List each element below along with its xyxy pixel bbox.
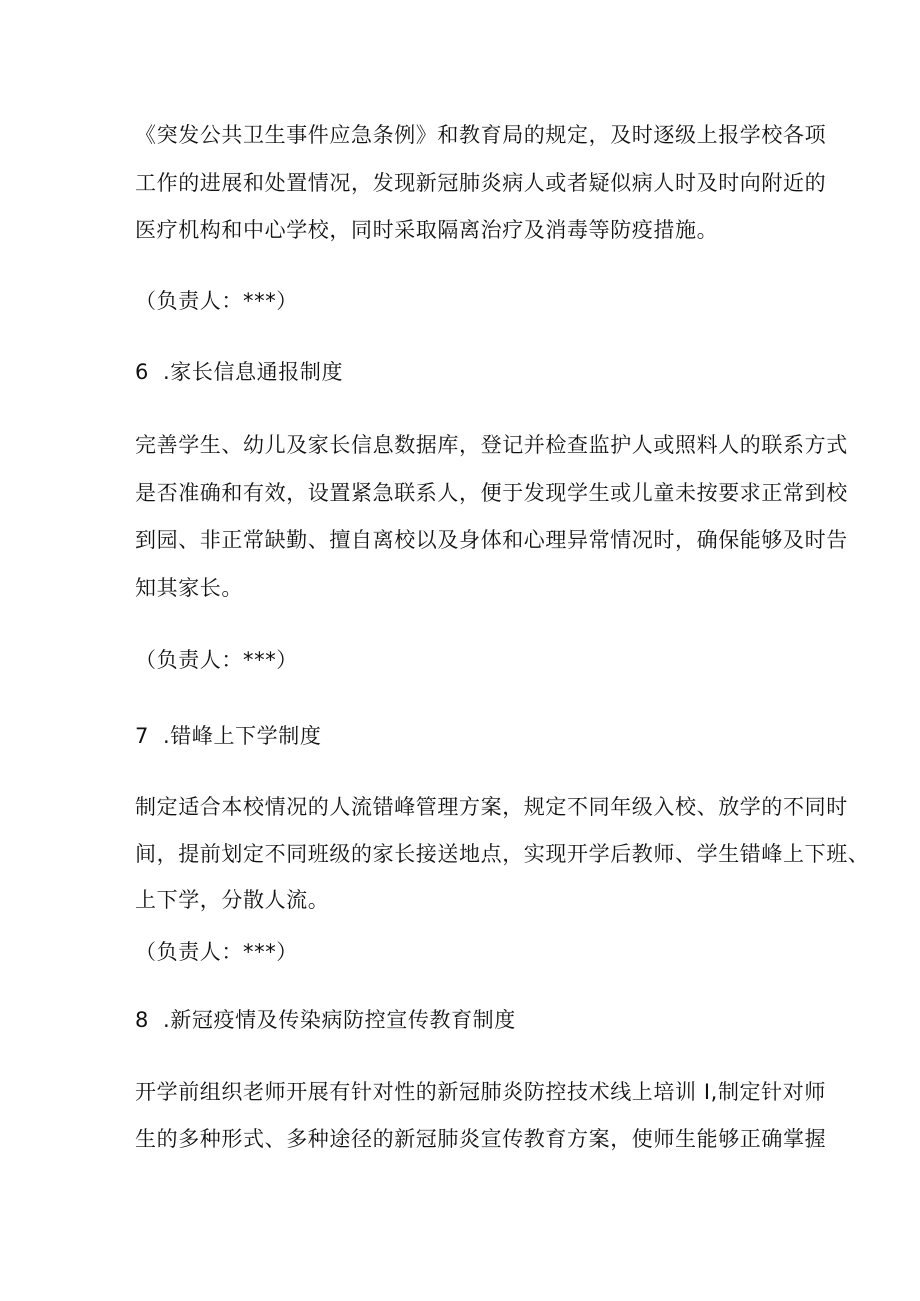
section-8-heading [135, 1006, 795, 1034]
section-7-number: 7 [135, 724, 149, 748]
paragraph-6-line-2: 是否准确和有效，设置紧急联系人，便于发现学生或儿童未按要求正常到校 [135, 481, 848, 505]
paragraph-6-line-4: 知其家长。 [135, 576, 243, 600]
paragraph-7-line-1: 制定适合本校情况的人流错峰管理方案，规定不同年级入校、放学的不同时 [135, 795, 848, 819]
section-8-title: .新冠疫情及传染病防控宣传教育制度 [163, 1008, 516, 1032]
paragraph-8-line-1: 开学前组织老师开展有针对性的新冠肺炎防控技术线上培训 I,制定针对师 [135, 1080, 826, 1104]
paragraph-intro-line-1: 《突发公共卫生事件应急条例》和教育局的规定，及时逐级上报学校各项 [135, 123, 827, 147]
section-8-number: 8 [135, 1008, 149, 1032]
section-7-title: .错峰上下学制度 [163, 724, 322, 748]
paragraph-intro-line-3: 医疗机构和中心学校，同时采取隔离治疗及消毒等防疫措施。 [135, 218, 719, 242]
section-7-heading [135, 722, 795, 750]
paragraph-8-line-2: 生的多种形式、多种途径的新冠肺炎宣传教育方案，使师生能够正确掌握 [135, 1127, 827, 1151]
responsible-person-3: （负责人：***） [135, 940, 298, 964]
paragraph-7-line-2: 间，提前划定不同班级的家长接送地点，实现开学后教师、学生错峰上下班、 [135, 842, 870, 866]
section-6-number: 6 [135, 360, 149, 384]
section-6-heading [135, 358, 795, 386]
paragraph-intro-line-2: 工作的进展和处置情况，发现新冠肺炎病人或者疑似病人时及时向附近的 [135, 171, 827, 195]
responsible-person-1: （负责人：***） [135, 289, 298, 313]
responsible-person-2: （负责人：***） [135, 648, 298, 672]
section-6-title: .家长信息通报制度 [163, 360, 344, 384]
paragraph-6-line-1: 完善学生、幼儿及家长信息数据库，登记并检查监护人或照料人的联系方式 [135, 433, 848, 457]
paragraph-7-line-3: 上下学，分散人流。 [135, 888, 330, 912]
paragraph-6-line-3: 到园、非正常缺勤、擅自离校以及身体和心理异常情况时，确保能够及时告 [135, 528, 848, 552]
